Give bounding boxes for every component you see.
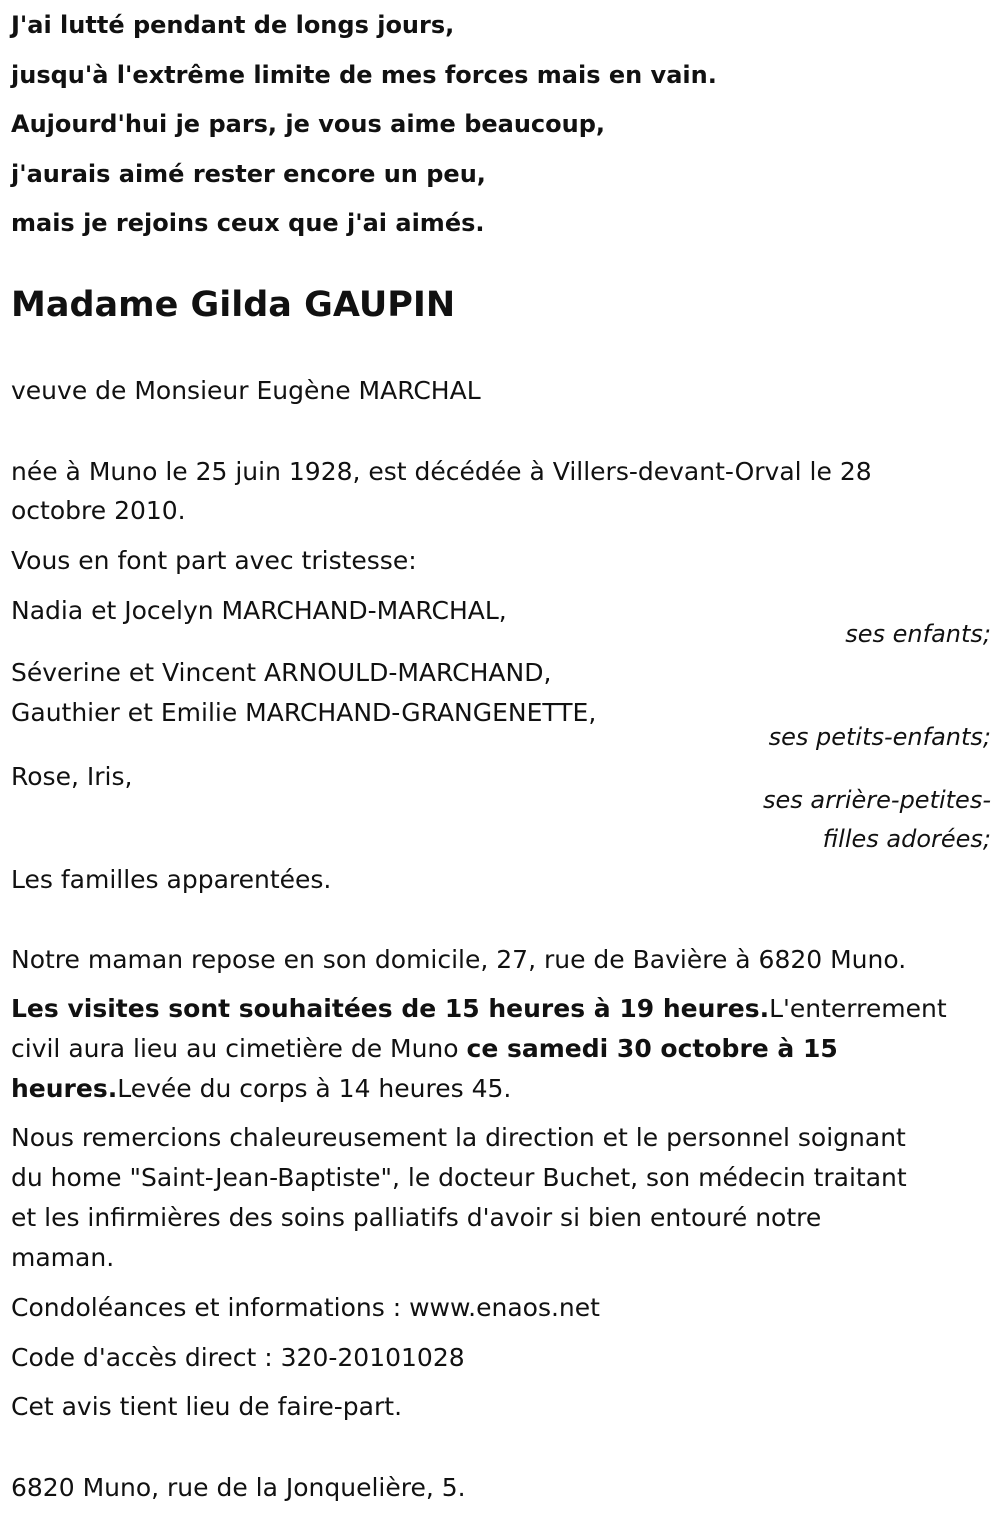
access-code: Code d'accès direct : 320-20101028 (11, 1343, 465, 1372)
great-grandchildren-names: Rose, Iris, (11, 762, 133, 791)
thanks-line-4: maman. (11, 1243, 115, 1272)
announcement: Vous en font part avec tristesse: (11, 546, 417, 575)
birth-death-line-1: née à Muno le 25 juin 1928, est décédée à Villers-devant-Orval le 28 (11, 457, 872, 486)
grandchildren-names-1: Séverine et Vincent ARNOULD-MARCHAND, (11, 658, 552, 687)
visits-line-3 (11, 1069, 991, 1109)
thanks-line-1: Nous remercions chaleureusement la direction et le personnel soignant (11, 1123, 906, 1152)
grandchildren-role: ses petits-enfants; (768, 723, 991, 751)
body-lift-time: Levée du corps à 14 heures 45. (117, 1074, 512, 1103)
related-families: Les familles apparentées. (11, 865, 332, 894)
poem-line-2: jusqu'à l'extrême limite de mes forces mais en vain. (11, 60, 717, 89)
thanks-line-3: et les infirmières des soins palliatifs d'avoir si bien entouré notre (11, 1203, 822, 1232)
poem (11, 0, 991, 249)
widow-of: veuve de Monsieur Eugène MARCHAL (11, 376, 481, 405)
poem-line-1: J'ai lutté pendant de longs jours, (11, 11, 455, 39)
rest-place: Notre maman repose en son domicile, 27, rue de Bavière à 6820 Muno. (11, 945, 907, 974)
address: 6820 Muno, rue de la Jonquelière, 5. (11, 1473, 466, 1502)
notice-statement: Cet avis tient lieu de faire-part. (11, 1392, 403, 1421)
grandchildren-names-2: Gauthier et Emilie MARCHAND-GRANGENETTE, (11, 698, 597, 727)
burial-hour: heures. (11, 1074, 118, 1103)
poem-line-5: mais je rejoins ceux que j'ai aimés. (11, 209, 485, 237)
visits-line-1 (11, 989, 991, 1029)
deceased-name: Madame Gilda GAUPIN (11, 285, 456, 325)
great-grandchildren-role-2: filles adorées; (822, 825, 991, 853)
birth-death-line-2: octobre 2010. (11, 496, 186, 525)
burial-date: ce samedi 30 octobre à 15 (466, 1034, 838, 1063)
condolences-info: Condoléances et informations : www.enaos.net (11, 1293, 600, 1322)
children-role: ses enfants; (845, 620, 991, 648)
thanks-line-2: du home "Saint-Jean-Baptiste", le docteur Buchet, son médecin traitant (11, 1163, 907, 1192)
poem-line-3: Aujourd'hui je pars, je vous aime beaucoup, (11, 110, 606, 138)
poem-line-4: j'aurais aimé rester encore un peu, (11, 159, 486, 188)
great-grandchildren-role-1: ses arrière-petites- (763, 786, 991, 814)
obituary-notice (11, 0, 991, 1502)
visits-hours: Les visites sont souhaitées de 15 heures à 19 heures. (11, 994, 770, 1023)
visits-line-2 (11, 1029, 991, 1069)
burial-place: civil aura lieu au cimetière de Muno (11, 1034, 467, 1063)
children-names: Nadia et Jocelyn MARCHAND-MARCHAL, (11, 596, 507, 625)
burial-intro: L'enterrement (769, 994, 947, 1023)
